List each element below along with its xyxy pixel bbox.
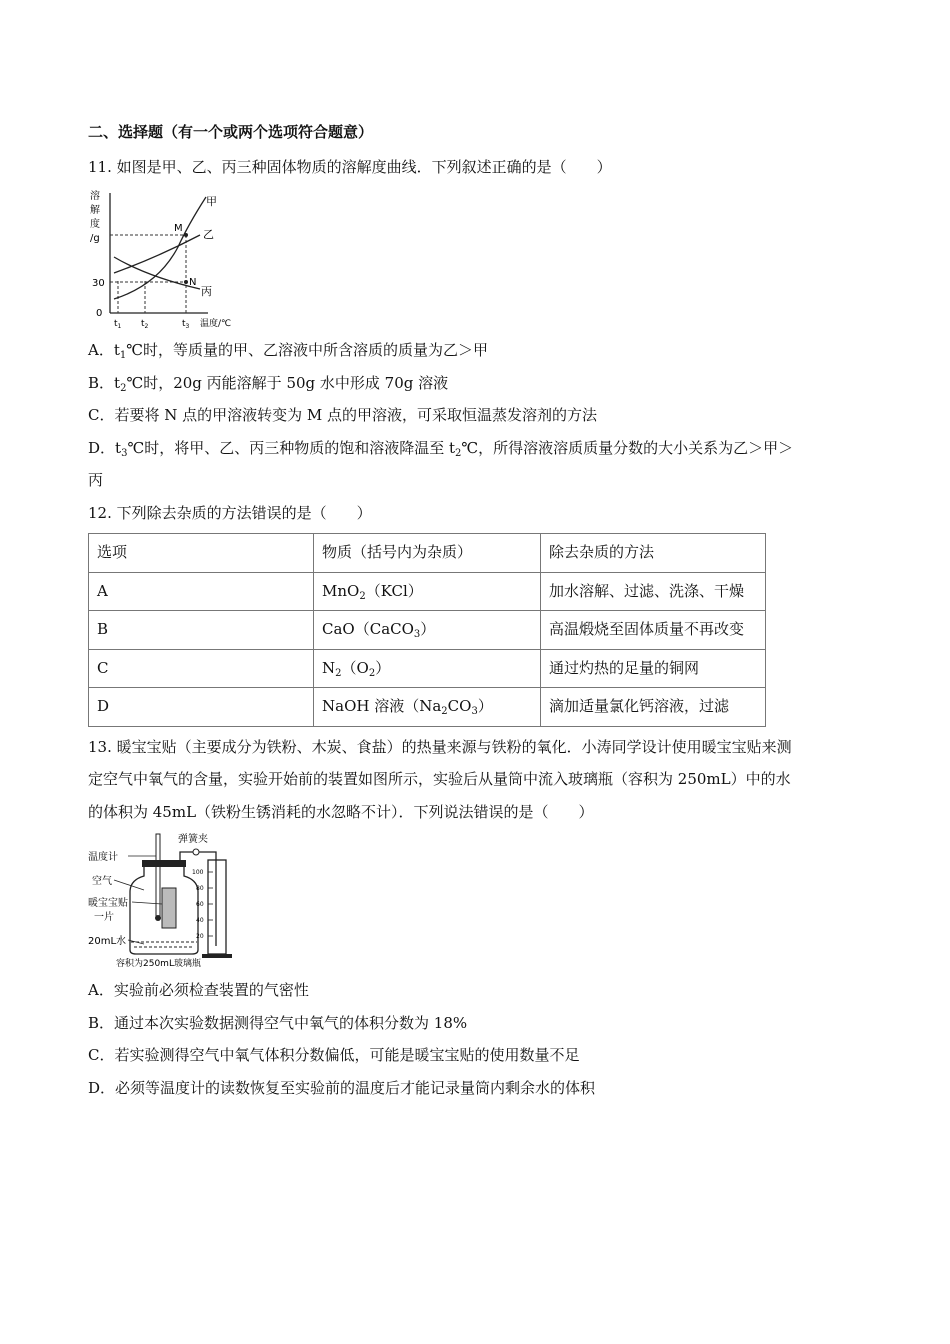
row-c-method: 通过灼热的足量的铜网 (541, 649, 766, 688)
row-a-substance: MnO$_2$（KCl） (314, 572, 541, 611)
row-a-option: A (89, 572, 314, 611)
table-header-row (89, 534, 766, 573)
q13-option-b[interactable]: B．通过本次实验数据测得空气中氧气的体积分数为 18% (88, 1013, 468, 1032)
q11-option-c[interactable]: C．若要将 N 点的甲溶液转变为 M 点的甲溶液，可采取恒温蒸发溶剂的方法 (88, 406, 598, 424)
q13-option-d[interactable]: D．必须等温度计的读数恢复至实验前的温度后才能记录量筒内剩余水的体积 (88, 1078, 596, 1097)
q11-option-d[interactable]: D．$t_3℃$时，将甲、乙、丙三种物质的饱和溶液降温至 $t_2℃$，所得溶液溶质质量分数的大小关系为乙＞甲＞ (88, 438, 794, 459)
warmer-pad-icon (162, 888, 176, 928)
q11-label-jia: 甲 (206, 195, 217, 208)
header-option: 选项 (89, 534, 314, 573)
q11-tick-t2: $t_2$ (141, 319, 149, 330)
q11-label-yi: 乙 (203, 228, 214, 241)
row-b-substance: CaO（CaCO$_3$） (314, 611, 541, 650)
q11-ylabel-4: /g (90, 233, 100, 244)
q13-stem-line1: 13. 暖宝宝贴（主要成分为铁粉、木炭、食盐）的热量来源与铁粉的氧化．小涛同学设计使用暖宝宝贴来测 (88, 737, 792, 756)
q12-table (88, 533, 766, 727)
stopper-icon (142, 860, 186, 867)
q11-curve-bing (114, 257, 200, 289)
q11-point-n (184, 280, 188, 284)
label-clamp: 弹簧夹 (178, 834, 208, 845)
q11-xlabel: 温度/℃ (200, 319, 232, 329)
label-water: 20mL水 (88, 936, 127, 947)
q11-point-m (184, 233, 188, 237)
q11-ylabel-2: 解 (90, 205, 100, 216)
scale-40: 40 (196, 917, 204, 924)
header-method: 除去杂质的方法 (541, 534, 766, 573)
label-pad-2: 一片 (94, 912, 114, 923)
q12-stem: 12. 下列除去杂质的方法错误的是（ ） (88, 503, 372, 522)
label-air: 空气 (92, 876, 112, 887)
q11-stem: 11. 如图是甲、乙、丙三种固体物质的溶解度曲线．下列叙述正确的是（ ） (88, 157, 612, 176)
row-c-substance: $N_2(O_2)$ (314, 649, 541, 688)
q11-label-m: M (174, 223, 183, 234)
q11-option-a[interactable]: A．$t_1℃$时，等质量的甲、乙溶液中所含溶质的质量为乙＞甲 (88, 341, 489, 361)
cylinder-base (202, 954, 232, 958)
row-a-method: 加水溶解、过滤、洗涤、干燥 (541, 572, 766, 611)
scale-60: 60 (196, 901, 204, 908)
leader-line (114, 880, 144, 890)
row-d-substance: NaOH 溶液$(Na_2CO_3)$ (314, 688, 541, 727)
q13-option-a[interactable]: A．实验前必须检查装置的气密性 (88, 981, 309, 999)
q11-option-b[interactable]: B．$t_2℃$时，20g 丙能溶解于 50g 水中形成 70g 溶液 (88, 373, 449, 394)
scale-100: 100 (192, 869, 204, 876)
q13-stem-line2: 定空气中氧气的含量，实验开始前的装置如图所示，实验后从量筒中流入玻璃瓶（容积为 250mL）中的水 (88, 770, 791, 788)
scale-80: 80 (196, 885, 204, 892)
row-d-method: 滴加适量氯化钙溶液，过滤 (541, 688, 766, 727)
table-row (89, 572, 766, 611)
label-thermometer: 温度计 (88, 852, 118, 863)
row-c-option: C (89, 649, 314, 688)
q11-solubility-chart (88, 185, 248, 330)
row-b-method: 高温煅烧至固体质量不再改变 (541, 611, 766, 650)
label-caption: 容积为250mL玻璃瓶 (116, 959, 201, 969)
q13-option-c[interactable]: C．若实验测得空气中氧气体积分数偏低，可能是暖宝宝贴的使用数量不足 (88, 1046, 580, 1064)
header-substance: 物质（括号内为杂质） (314, 534, 541, 573)
table-row (89, 611, 766, 650)
graduated-cylinder-icon (208, 860, 226, 954)
row-b-option: B (89, 611, 314, 650)
clamp-icon (193, 849, 199, 855)
section-heading: 二、选择题（有一个或两个选项符合题意） (88, 123, 374, 141)
exam-page (88, 118, 868, 1106)
q11-tick-t3: $t_3$ (182, 319, 190, 330)
label-pad: 暖宝宝贴 (88, 898, 128, 909)
thermometer-bulb (155, 915, 161, 921)
q11-option-d-cont: 丙 (88, 471, 104, 489)
q11-y0: 0 (96, 308, 103, 319)
row-d-option: D (89, 688, 314, 727)
q11-curve-yi (114, 235, 200, 273)
q13-stem-line3: 的体积为 45mL（铁粉生锈消耗的水忽略不计）．下列说法错误的是（ ） (88, 802, 594, 821)
q11-ylabel-1: 溶 (90, 191, 100, 202)
q13-apparatus-diagram (88, 830, 248, 970)
q11-ylabel-3: 度 (90, 219, 100, 230)
table-row (89, 649, 766, 688)
table-row (89, 688, 766, 727)
scale-20: 20 (196, 933, 204, 940)
q11-label-n: N (189, 277, 197, 288)
leader-line (132, 902, 162, 904)
q11-tick-t1: $t_1$ (114, 319, 122, 330)
q11-label-bing: 丙 (201, 285, 212, 298)
q11-y30: 30 (92, 278, 105, 289)
